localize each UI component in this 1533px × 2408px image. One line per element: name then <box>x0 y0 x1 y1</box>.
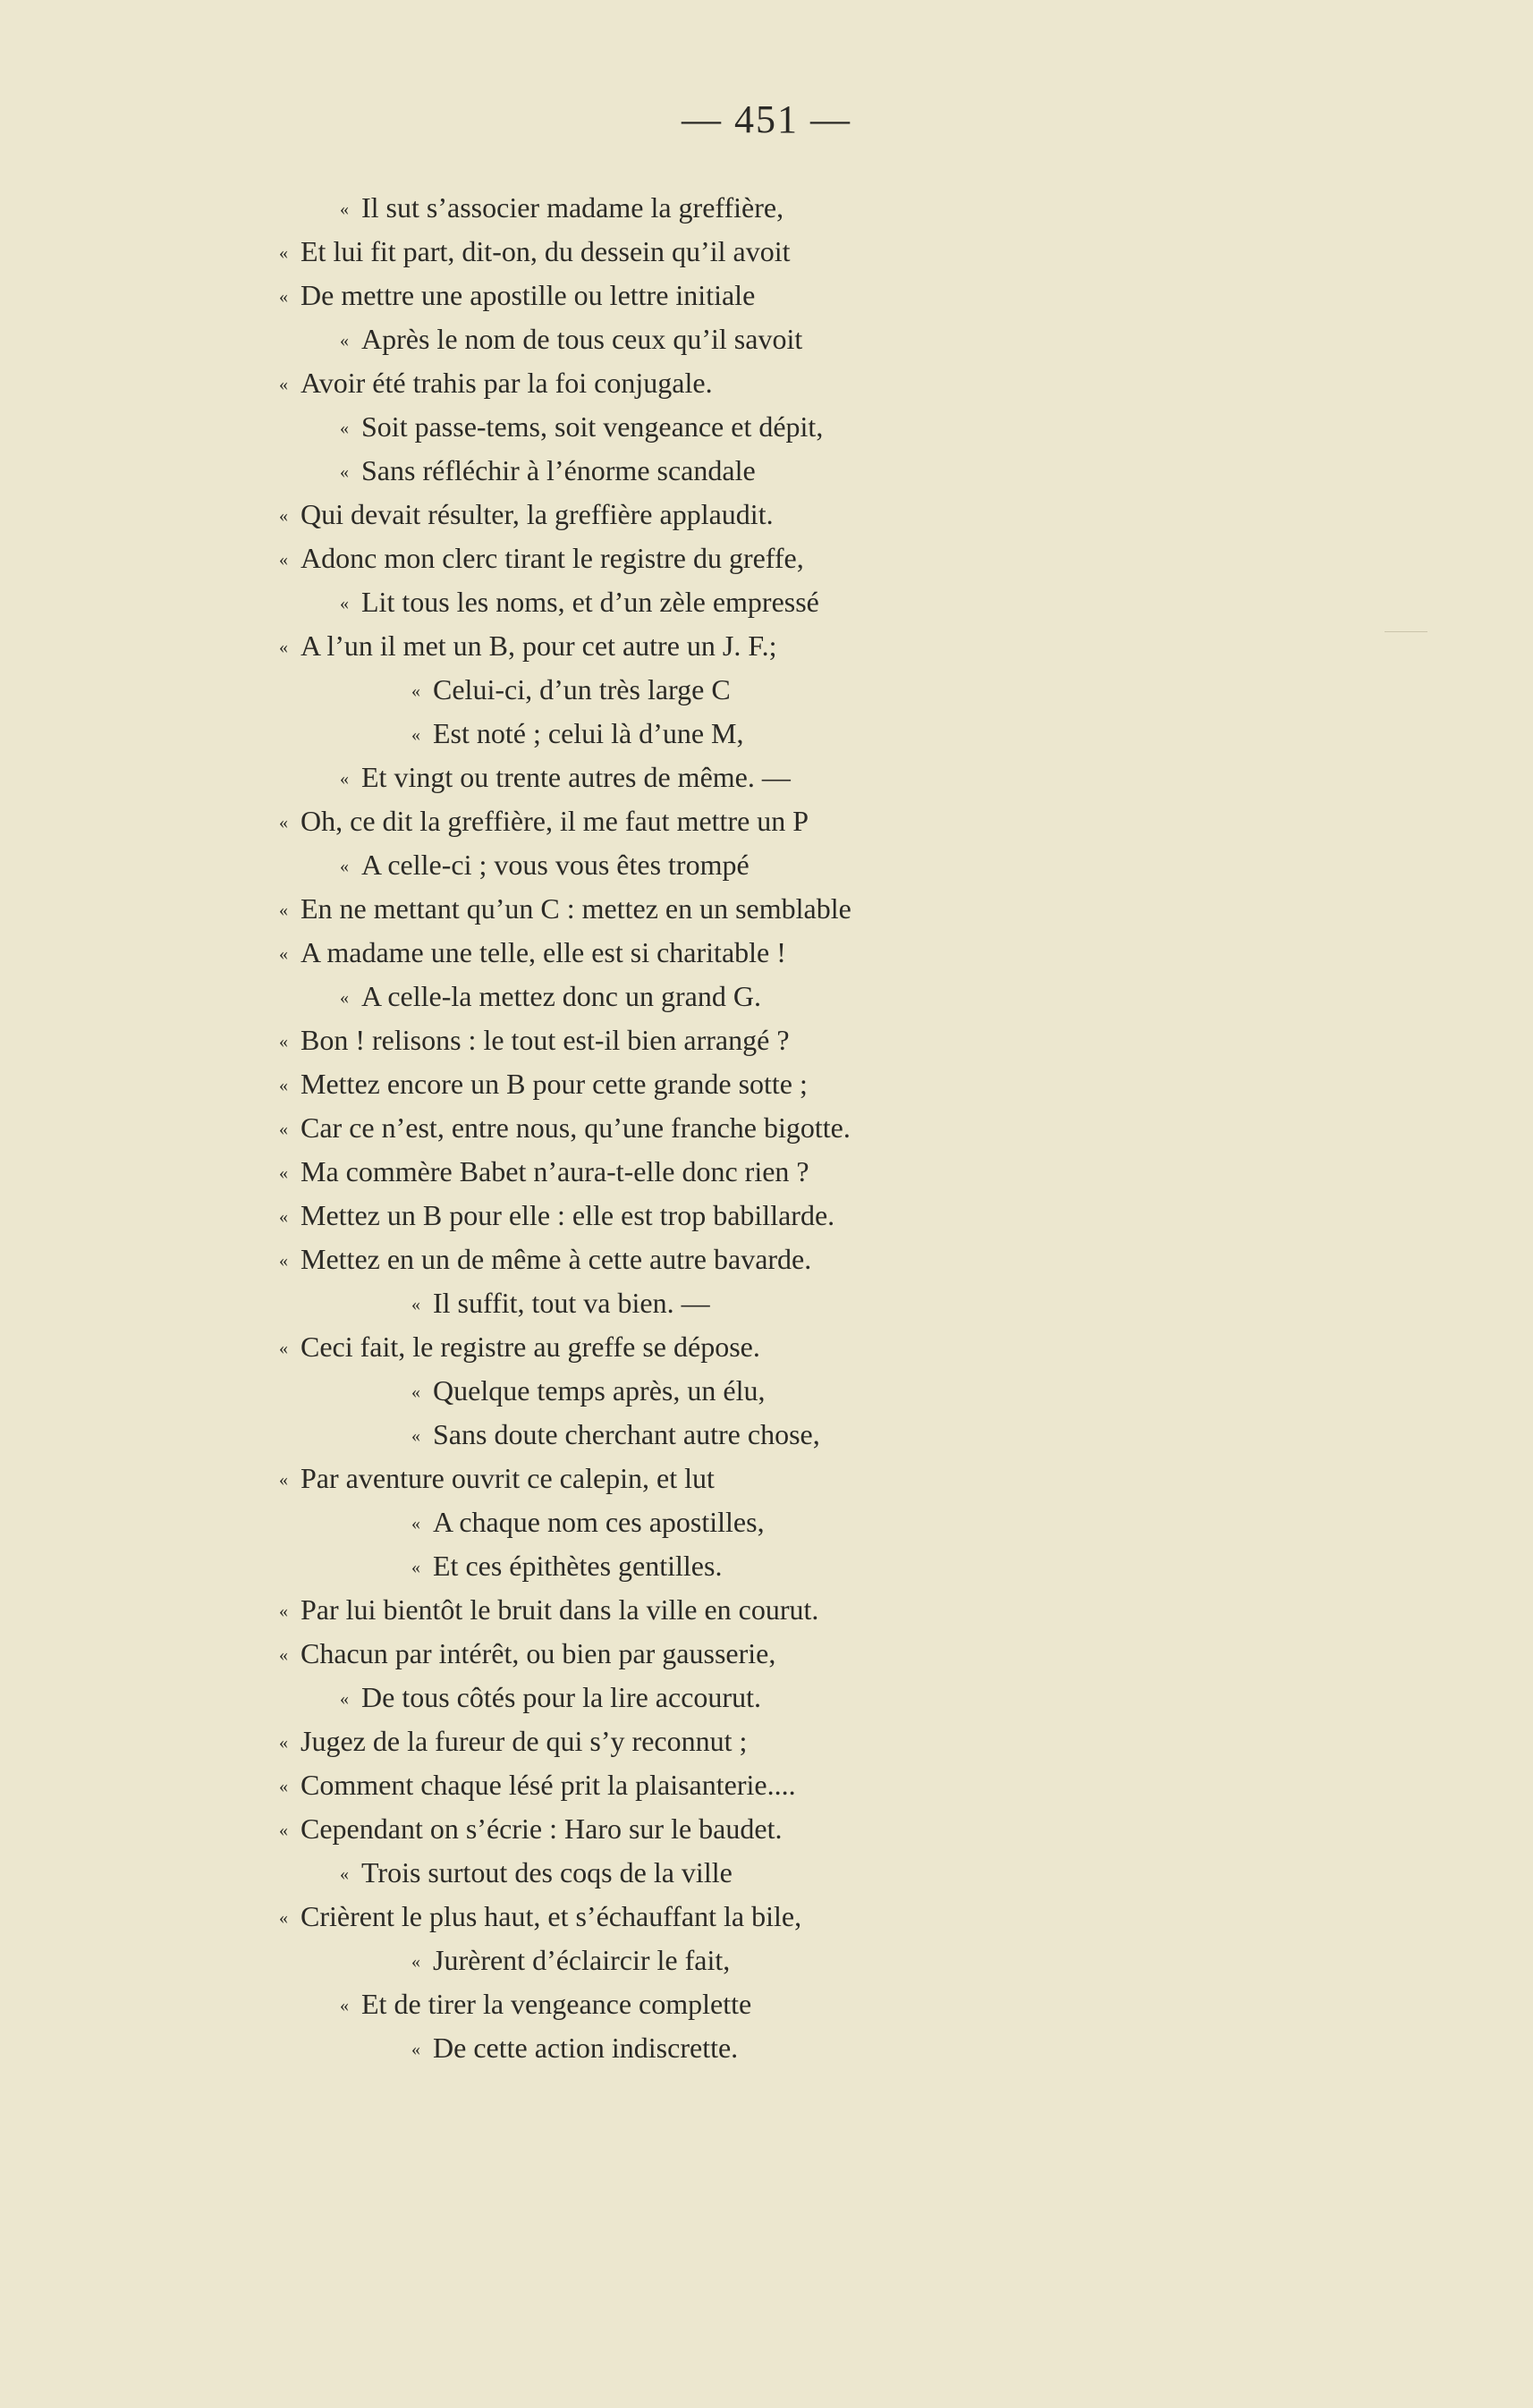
verse-quote-mark: « <box>279 1733 288 1753</box>
verse-line <box>279 887 851 931</box>
verse-quote-mark: « <box>279 1777 288 1796</box>
verse-quote-mark: « <box>279 1908 288 1928</box>
verse-quote-mark: « <box>279 1032 288 1052</box>
verse-quote-mark: « <box>279 1251 288 1271</box>
verse-text: Il sut s’associer madame la greffière, <box>361 191 784 224</box>
verse-line <box>340 449 756 493</box>
verse-text: Mettez en un de même à cette autre bavarde. <box>301 1243 812 1275</box>
verse-line <box>411 2026 738 2070</box>
verse-text: Ceci fait, le registre au greffe se dépose. <box>301 1331 760 1363</box>
verse-text: Qui devait résulter, la greffière applaudit. <box>301 498 774 530</box>
verse-quote-mark: « <box>340 594 349 613</box>
verse-quote-mark: « <box>279 243 288 263</box>
verse-line <box>411 1500 765 1544</box>
verse-line <box>279 931 786 975</box>
verse-line <box>279 1763 796 1807</box>
verse-text: Par lui bientôt le bruit dans la ville en courut. <box>301 1593 819 1626</box>
verse-text: Sans réfléchir à l’énorme scandale <box>361 454 756 486</box>
verse-text: Cependant on s’écrie : Haro sur le baudet. <box>301 1812 783 1845</box>
verse-line <box>279 274 755 317</box>
verse-line <box>279 230 790 274</box>
verse-text: Jugez de la fureur de qui s’y reconnut ; <box>301 1725 748 1757</box>
verse-line <box>340 1851 733 1895</box>
verse-text: Car ce n’est, entre nous, qu’une franche bigotte. <box>301 1111 851 1144</box>
verse-text: Et ces épithètes gentilles. <box>433 1550 723 1582</box>
verse-line <box>279 1632 775 1676</box>
margin-mark <box>1385 631 1427 632</box>
verse-quote-mark: « <box>279 1601 288 1621</box>
verse-quote-mark: « <box>279 944 288 964</box>
verse-text: Crièrent le plus haut, et s’échauffant la bile, <box>301 1900 802 1932</box>
verse-text: Celui-ci, d’un très large C <box>433 673 731 706</box>
verse-quote-mark: « <box>340 1864 349 1884</box>
verse-quote-mark: « <box>279 1645 288 1665</box>
verse-line <box>279 1238 811 1281</box>
verse-quote-mark: « <box>279 550 288 570</box>
verse-quote-mark: « <box>279 287 288 307</box>
verse-line <box>279 1719 747 1763</box>
verse-text: Lit tous les noms, et d’un zèle empressé <box>361 586 819 618</box>
verse-text: Mettez un B pour elle : elle est trop babillarde. <box>301 1199 835 1231</box>
verse-line <box>411 1413 820 1457</box>
verse-text: Soit passe-tems, soit vengeance et dépit, <box>361 410 824 443</box>
verse-line <box>279 1807 782 1851</box>
verse-text: De mettre une apostille ou lettre initiale <box>301 279 756 311</box>
verse-line <box>279 1150 809 1194</box>
verse-line <box>340 1982 751 2026</box>
verse-text: Sans doute cherchant autre chose, <box>433 1418 820 1450</box>
verse-text: De tous côtés pour la lire accourut. <box>361 1681 761 1713</box>
verse-quote-mark: « <box>411 1952 420 1972</box>
verse-text: A chaque nom ces apostilles, <box>433 1506 765 1538</box>
verse-line <box>279 1194 834 1238</box>
verse-text: Trois surtout des coqs de la ville <box>361 1856 733 1888</box>
verse-text: Jurèrent d’éclaircir le fait, <box>433 1944 731 1976</box>
verse-line <box>340 975 761 1018</box>
verse-quote-mark: « <box>279 1120 288 1139</box>
verse-text: Adonc mon clerc tirant le registre du greffe, <box>301 542 804 574</box>
verse-text: Est noté ; celui là d’une M, <box>433 717 744 749</box>
verse-text: Et vingt ou trente autres de même. — <box>361 761 791 793</box>
verse-quote-mark: « <box>340 1689 349 1709</box>
verse-text: Bon ! relisons : le tout est-il bien arrangé ? <box>301 1024 790 1056</box>
verse-line <box>340 1676 761 1719</box>
verse-line <box>340 580 819 624</box>
verse-text: A celle-la mettez donc un grand G. <box>361 980 761 1012</box>
verse-quote-mark: « <box>279 1207 288 1227</box>
verse-line <box>279 1895 801 1939</box>
verse-text: Mettez encore un B pour cette grande sotte ; <box>301 1068 808 1100</box>
verse-text: Oh, ce dit la greffière, il me faut mettre un P <box>301 805 809 837</box>
verse-text: Par aventure ouvrit ce calepin, et lut <box>301 1462 715 1494</box>
verse-quote-mark: « <box>279 638 288 657</box>
verse-text: A madame une telle, elle est si charitable ! <box>301 936 786 968</box>
verse-line <box>340 405 823 449</box>
verse-line <box>411 668 731 712</box>
verse-text: Il suffit, tout va bien. — <box>433 1287 710 1319</box>
verse-quote-mark: « <box>279 900 288 920</box>
verse-quote-mark: « <box>340 988 349 1008</box>
verse-text: Avoir été trahis par la foi conjugale. <box>301 367 713 399</box>
verse-quote-mark: « <box>279 1163 288 1183</box>
page-number: — 451 — <box>682 97 851 141</box>
verse-quote-mark: « <box>411 1382 420 1402</box>
verse-quote-mark: « <box>411 1514 420 1534</box>
verse-line <box>340 756 791 799</box>
verse-text: Ma commère Babet n’aura-t-elle donc rien ? <box>301 1155 809 1187</box>
verse-line <box>340 186 783 230</box>
verse-line <box>411 1939 730 1982</box>
verse-quote-mark: « <box>340 1996 349 2015</box>
verse-line <box>279 1457 715 1500</box>
verse-text: Et de tirer la vengeance complette <box>361 1988 752 2020</box>
verse-quote-mark: « <box>340 418 349 438</box>
verse-line <box>279 799 809 843</box>
verse-text: Chacun par intérêt, ou bien par gausserie, <box>301 1637 776 1669</box>
verse-quote-mark: « <box>340 331 349 351</box>
verse-quote-mark: « <box>411 1295 420 1314</box>
verse-quote-mark: « <box>279 1076 288 1095</box>
verse-quote-mark: « <box>279 813 288 832</box>
verse-text: En ne mettant qu’un C : mettez en un semblable <box>301 892 851 925</box>
verse-quote-mark: « <box>279 506 288 526</box>
verse-line <box>411 1281 710 1325</box>
verse-text: Et lui fit part, dit-on, du dessein qu’il avoit <box>301 235 791 267</box>
verse-line <box>411 1369 765 1413</box>
verse-text: A l’un il met un B, pour cet autre un J. F.; <box>301 629 777 662</box>
verse-quote-mark: « <box>411 2040 420 2059</box>
verse-line <box>411 712 743 756</box>
verse-line <box>279 1588 818 1632</box>
verse-quote-mark: « <box>340 199 349 219</box>
verse-line <box>340 843 750 887</box>
verse-text: De cette action indiscrette. <box>433 2032 739 2064</box>
verse-quote-mark: « <box>411 681 420 701</box>
verse-text: Après le nom de tous ceux qu’il savoit <box>361 323 803 355</box>
verse-line <box>279 1106 851 1150</box>
verse-line <box>279 361 713 405</box>
verse-quote-mark: « <box>279 1470 288 1490</box>
verse-line <box>279 493 774 537</box>
verse-line <box>279 1062 808 1106</box>
verse-quote-mark: « <box>340 462 349 482</box>
verse-text: Quelque temps après, un élu, <box>433 1374 766 1407</box>
verse-line <box>279 537 804 580</box>
verse-line <box>340 317 802 361</box>
verse-line <box>279 624 776 668</box>
verse-quote-mark: « <box>340 857 349 876</box>
verse-line <box>279 1325 760 1369</box>
verse-quote-mark: « <box>279 375 288 394</box>
verse-text: A celle-ci ; vous vous êtes trompé <box>361 849 750 881</box>
verse-line <box>279 1018 790 1062</box>
verse-quote-mark: « <box>411 1558 420 1577</box>
verse-line <box>411 1544 722 1588</box>
verse-quote-mark: « <box>411 1426 420 1446</box>
verse-quote-mark: « <box>279 1339 288 1358</box>
verse-quote-mark: « <box>340 769 349 789</box>
verse-quote-mark: « <box>279 1821 288 1840</box>
verse-text: Comment chaque lésé prit la plaisanterie.... <box>301 1769 796 1801</box>
verse-quote-mark: « <box>411 725 420 745</box>
